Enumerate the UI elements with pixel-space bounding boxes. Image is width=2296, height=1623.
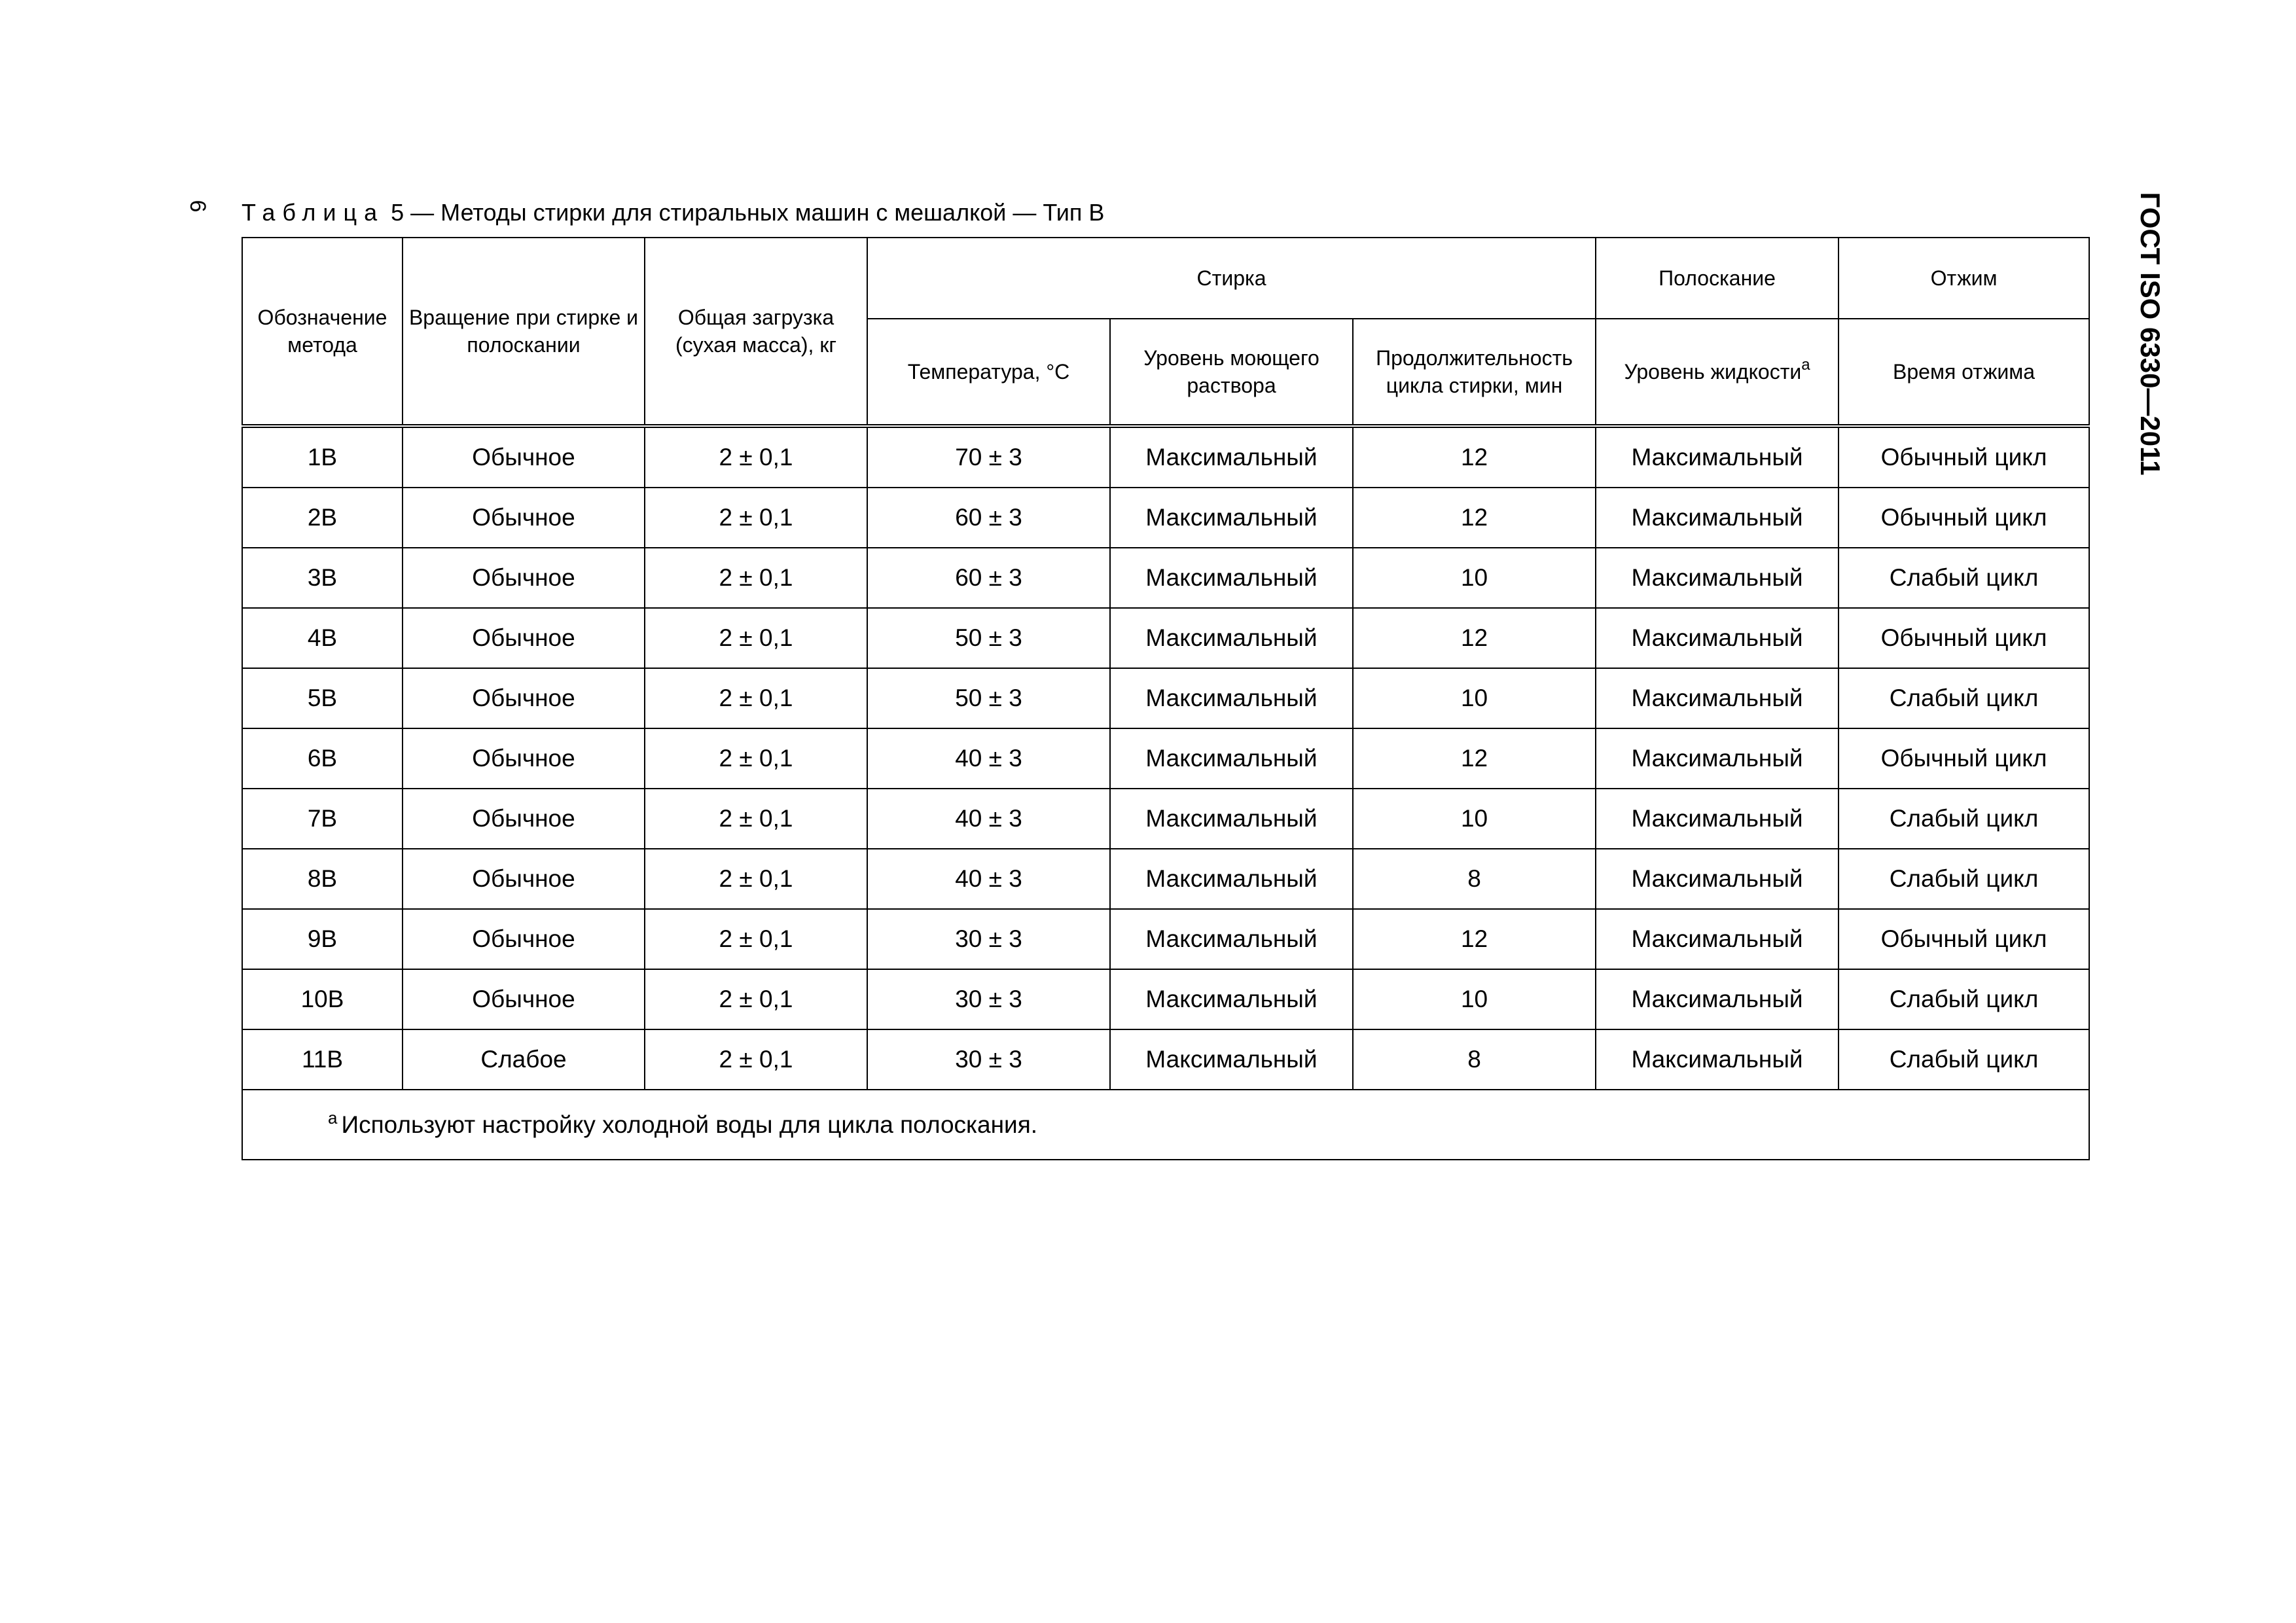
cell-method: 3В	[242, 548, 403, 608]
cell-load: 2 ± 0,1	[645, 426, 867, 488]
table-body	[242, 426, 2089, 1090]
cell-load: 2 ± 0,1	[645, 789, 867, 849]
cell-spin: Слабый цикл	[1839, 969, 2089, 1029]
cell-spin: Слабый цикл	[1839, 1029, 2089, 1090]
cell-detergent-level: Максимальный	[1110, 789, 1353, 849]
cell-liquid-level: Максимальный	[1596, 728, 1839, 789]
cell-duration: 12	[1353, 608, 1596, 668]
cell-temperature: 40 ± 3	[867, 789, 1110, 849]
cell-method: 9В	[242, 909, 403, 969]
table-row	[242, 849, 2089, 909]
cell-duration: 10	[1353, 668, 1596, 728]
header-temperature: Температура, °С	[867, 319, 1110, 426]
table-row	[242, 1029, 2089, 1090]
cell-temperature: 50 ± 3	[867, 608, 1110, 668]
header-spin-time: Время отжима	[1839, 319, 2089, 426]
table-row	[242, 488, 2089, 548]
cell-rotation: Обычное	[403, 668, 645, 728]
header-washing-group: Стирка	[867, 238, 1596, 319]
table-footer	[242, 1090, 2089, 1160]
cell-spin: Слабый цикл	[1839, 548, 2089, 608]
cell-spin: Слабый цикл	[1839, 789, 2089, 849]
header-liquid-level-note: а	[1801, 356, 1810, 374]
cell-temperature: 30 ± 3	[867, 909, 1110, 969]
cell-spin: Слабый цикл	[1839, 849, 2089, 909]
cell-method: 5В	[242, 668, 403, 728]
cell-duration: 10	[1353, 969, 1596, 1029]
cell-liquid-level: Максимальный	[1596, 849, 1839, 909]
cell-temperature: 60 ± 3	[867, 488, 1110, 548]
cell-liquid-level: Максимальный	[1596, 488, 1839, 548]
cell-rotation: Обычное	[403, 426, 645, 488]
cell-spin: Обычный цикл	[1839, 426, 2089, 488]
header-liquid-level-label: Уровень жидкости	[1624, 360, 1802, 383]
cell-liquid-level: Максимальный	[1596, 789, 1839, 849]
cell-rotation: Обычное	[403, 969, 645, 1029]
table-caption-text: 5 — Методы стирки для стиральных машин с мешалкой — Тип В	[384, 199, 1105, 226]
cell-detergent-level: Максимальный	[1110, 909, 1353, 969]
cell-load: 2 ± 0,1	[645, 668, 867, 728]
cell-load: 2 ± 0,1	[645, 909, 867, 969]
cell-detergent-level: Максимальный	[1110, 728, 1353, 789]
cell-load: 2 ± 0,1	[645, 1029, 867, 1090]
cell-rotation: Слабое	[403, 1029, 645, 1090]
page-number: 6	[185, 200, 210, 213]
cell-detergent-level: Максимальный	[1110, 668, 1353, 728]
cell-load: 2 ± 0,1	[645, 728, 867, 789]
cell-detergent-level: Максимальный	[1110, 969, 1353, 1029]
header-rinsing-group: Полоскание	[1596, 238, 1839, 319]
cell-rotation: Обычное	[403, 849, 645, 909]
washing-methods-table	[242, 237, 2090, 1160]
cell-detergent-level: Максимальный	[1110, 1029, 1353, 1090]
cell-spin: Обычный цикл	[1839, 608, 2089, 668]
cell-duration: 8	[1353, 1029, 1596, 1090]
cell-duration: 8	[1353, 849, 1596, 909]
cell-method: 10В	[242, 969, 403, 1029]
header-spin-group: Отжим	[1839, 238, 2089, 319]
cell-rotation: Обычное	[403, 728, 645, 789]
cell-method: 2В	[242, 488, 403, 548]
cell-load: 2 ± 0,1	[645, 548, 867, 608]
table-caption	[242, 196, 1104, 229]
cell-detergent-level: Максимальный	[1110, 426, 1353, 488]
cell-duration: 12	[1353, 728, 1596, 789]
cell-duration: 10	[1353, 789, 1596, 849]
cell-detergent-level: Максимальный	[1110, 849, 1353, 909]
cell-temperature: 40 ± 3	[867, 849, 1110, 909]
footnote	[242, 1090, 2089, 1160]
header-liquid-level	[1596, 319, 1839, 426]
cell-detergent-level: Максимальный	[1110, 548, 1353, 608]
cell-load: 2 ± 0,1	[645, 608, 867, 668]
cell-liquid-level: Максимальный	[1596, 668, 1839, 728]
footnote-text: Используют настройку холодной воды для цикла полоскания.	[341, 1111, 1038, 1138]
header-wash-duration: Продолжительность цикла стирки, мин	[1353, 319, 1596, 426]
header-load: Общая загрузка (сухая масса), кг	[645, 238, 867, 426]
table-row	[242, 969, 2089, 1029]
table-row	[242, 426, 2089, 488]
cell-liquid-level: Максимальный	[1596, 969, 1839, 1029]
header-method: Обозначение метода	[242, 238, 403, 426]
table-row	[242, 728, 2089, 789]
cell-rotation: Обычное	[403, 789, 645, 849]
cell-rotation: Обычное	[403, 488, 645, 548]
cell-method: 8В	[242, 849, 403, 909]
header-detergent-level: Уровень моющего раствора	[1110, 319, 1353, 426]
cell-detergent-level: Максимальный	[1110, 488, 1353, 548]
cell-rotation: Обычное	[403, 608, 645, 668]
cell-rotation: Обычное	[403, 548, 645, 608]
cell-load: 2 ± 0,1	[645, 849, 867, 909]
cell-method: 1В	[242, 426, 403, 488]
table-header	[242, 238, 2089, 426]
cell-duration: 12	[1353, 426, 1596, 488]
table-row	[242, 608, 2089, 668]
cell-liquid-level: Максимальный	[1596, 1029, 1839, 1090]
footnote-mark: а	[328, 1107, 338, 1128]
table-row	[242, 548, 2089, 608]
cell-temperature: 70 ± 3	[867, 426, 1110, 488]
cell-temperature: 50 ± 3	[867, 668, 1110, 728]
table-caption-label: Таблица	[242, 199, 385, 226]
cell-detergent-level: Максимальный	[1110, 608, 1353, 668]
cell-duration: 12	[1353, 488, 1596, 548]
cell-liquid-level: Максимальный	[1596, 608, 1839, 668]
cell-duration: 12	[1353, 909, 1596, 969]
cell-spin: Слабый цикл	[1839, 668, 2089, 728]
cell-liquid-level: Максимальный	[1596, 548, 1839, 608]
cell-spin: Обычный цикл	[1839, 728, 2089, 789]
cell-temperature: 30 ± 3	[867, 969, 1110, 1029]
cell-temperature: 30 ± 3	[867, 1029, 1110, 1090]
cell-temperature: 60 ± 3	[867, 548, 1110, 608]
cell-method: 7В	[242, 789, 403, 849]
table-row	[242, 668, 2089, 728]
cell-method: 4В	[242, 608, 403, 668]
cell-method: 11В	[242, 1029, 403, 1090]
cell-liquid-level: Максимальный	[1596, 426, 1839, 488]
cell-method: 6В	[242, 728, 403, 789]
cell-temperature: 40 ± 3	[867, 728, 1110, 789]
cell-load: 2 ± 0,1	[645, 969, 867, 1029]
cell-rotation: Обычное	[403, 909, 645, 969]
header-rotation: Вращение при стирке и полоскании	[403, 238, 645, 426]
cell-spin: Обычный цикл	[1839, 488, 2089, 548]
cell-spin: Обычный цикл	[1839, 909, 2089, 969]
standard-code: ГОСТ ISO 6330—2011	[2135, 192, 2166, 476]
cell-liquid-level: Максимальный	[1596, 909, 1839, 969]
table-row	[242, 909, 2089, 969]
cell-duration: 10	[1353, 548, 1596, 608]
table-row	[242, 789, 2089, 849]
cell-load: 2 ± 0,1	[645, 488, 867, 548]
